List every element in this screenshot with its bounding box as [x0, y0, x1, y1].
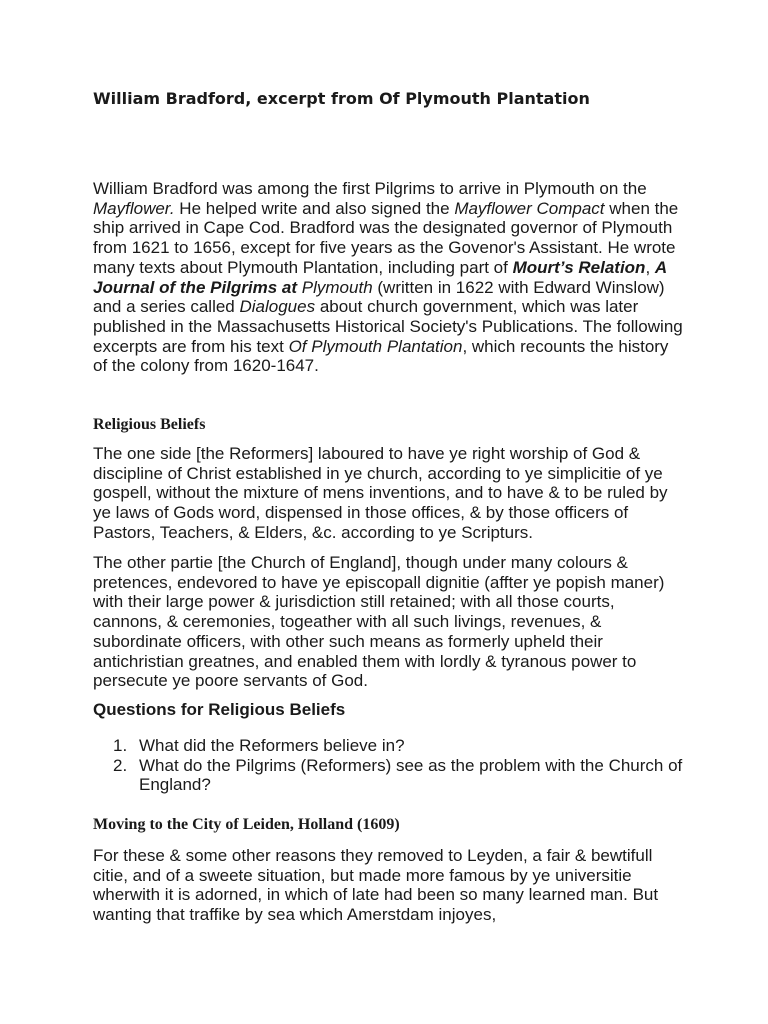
intro-text: about church government, which was later published in the Massachusetts Historical Society's Publications. The following excerpts are from his text	[93, 297, 683, 356]
mayflower-italic: Mayflower.	[93, 198, 175, 218]
mayflower-compact-italic: Mayflower Compact	[454, 198, 605, 218]
intro-text: He helped write and also signed the	[174, 198, 455, 218]
list-item	[93, 736, 683, 756]
intro-text: when the ship arrived in Cape Cod. Bradford was the designated governor of Plymouth from 1621 to 1656, except for five years as the Govenor's Assistant. He wrote many texts about Plymouth Plantation, including part of	[93, 198, 679, 277]
religious-beliefs-paragraph-2: The other partie [the Church of England], though under many colours & pretences, endevored to have ye episcopall dignitie (affter ye popish maner) with their large power & jurisdiction still retained; with all those courts, cannons, & ceremonies, togeather with all such livings, revenues, & subordinate officers, with other such means as formerly upheld their antichristian greatnes, and enabled them with lordly & tyranous power to persecute ye poore servants of God.	[93, 553, 665, 691]
questions-list	[93, 736, 683, 795]
intro-paragraph	[93, 179, 683, 376]
journal-title: A Journal of the Pilgrims at	[93, 257, 667, 297]
moving-to-leiden-heading: Moving to the City of Leiden, Holland (1609)	[93, 816, 400, 833]
religious-beliefs-heading: Religious Beliefs	[93, 416, 206, 433]
questions-heading: Questions for Religious Beliefs	[93, 700, 346, 719]
intro-text: William Bradford was among the first Pilgrims to arrive in Plymouth on the	[93, 179, 647, 198]
plymouth-italic: Plymouth	[301, 277, 373, 297]
list-item-text: What did the Reformers believe in?	[139, 736, 405, 755]
list-item-number: 2.	[113, 755, 128, 775]
list-item-text: What do the Pilgrims (Reformers) see as the problem with the Church of England?	[139, 755, 683, 795]
mourts-relation-title: Mourt’s Relation	[512, 257, 646, 277]
moving-to-leiden-paragraph: For these & some other reasons they removed to Leyden, a fair & bewtifull citie, and of a sweete situation, but made more famous by ye universitie wherwith it is adorned, in which of late had been so many learned man. But wanting that traffike by sea which Amerstdam injoyes,	[93, 846, 659, 925]
document-title: William Bradford, excerpt from Of Plymouth Plantation	[93, 89, 590, 108]
dialogues-italic: Dialogues	[239, 297, 316, 317]
intro-text: , which recounts the history of the colony from 1620-1647.	[93, 336, 669, 376]
of-plymouth-plantation-italic: Of Plymouth Plantation	[288, 336, 463, 356]
religious-beliefs-paragraph-1: The one side [the Reformers] laboured to have ye right worship of God & discipline of Christ established in ye church, according to ye simplicitie of ye gospell, without the mixture of mens inventions, and to have & to be ruled by ye laws of Gods word, dispensed in those offices, & by those officers of Pastors, Teachers, & Elders, &c. according to ye Scripturs.	[93, 444, 668, 542]
intro-text: ,	[645, 257, 655, 277]
list-item-number: 1.	[113, 736, 128, 755]
intro-text: (written in 1622 with Edward Winslow) and a series called	[93, 277, 665, 317]
list-item	[93, 756, 683, 795]
